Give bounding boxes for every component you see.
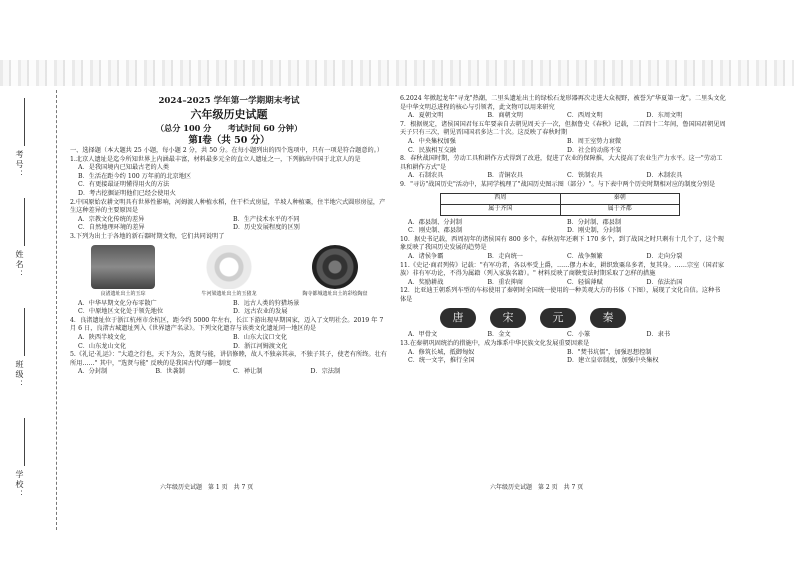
option[interactable]: D．宗法制 (310, 368, 341, 376)
option[interactable]: A．夏朝文明 (408, 112, 444, 120)
question-4-options (70, 334, 388, 351)
seal-char-yuan: 元 (540, 308, 576, 328)
option[interactable]: D．浙江河姆渡文化 (233, 342, 288, 350)
exam-year-title: 2024–2025 学年第一学期期末考试 (158, 96, 300, 106)
exam-subject-title: 六年级历史试题 (190, 108, 268, 121)
question-5-options (70, 368, 388, 377)
seal-char-qin: 秦 (590, 308, 626, 328)
option[interactable]: D．刚史制，分封制 (567, 227, 622, 235)
jade-dragon-image (199, 245, 259, 289)
option[interactable]: D．社会的动荡不安 (567, 146, 622, 154)
option[interactable]: D．建立皇帝制度，加强中央集权 (567, 357, 659, 365)
option[interactable]: C．有更接最证明懂得用火的方法 (78, 181, 170, 189)
question-8: 8．春秋战国时期，劳动工具和耕作方式得到了改进，促进了农业的保障推，大大提高了农业生产力水平。这一"劳动工具和耕作方式"是 (400, 155, 723, 171)
option[interactable]: A．中央集权加强 (408, 137, 456, 145)
option[interactable]: D．历史发展程度的区别 (233, 224, 300, 232)
caption: 陶寺都城遗址出土的彩绘陶盘 (302, 290, 368, 297)
class-label: 班级： (15, 360, 24, 390)
option[interactable]: B．生活在距今约 100 万年前的北京地区 (78, 172, 192, 180)
option[interactable]: C．西周文明 (567, 112, 603, 120)
option[interactable]: B．"焚书坑儒"，加强思想控制 (567, 348, 652, 356)
exam-number-label: 考号： (15, 150, 24, 180)
option[interactable]: A．修筑长城，抵御匈奴 (408, 348, 475, 356)
exam-number-line (24, 98, 25, 146)
question-4: 4．良渚遗址位于浙江杭州市余杭区，距今约 5000 年左右，长江下游出现早期国家，迈入了文明社会。2019 年 7 月 6 日，良渚古城遗址列入《世界遗产名录》。下列文化遗存与该类文化遗址同一地区的是 (70, 316, 384, 333)
name-label: 姓名： (15, 250, 24, 280)
school-line (24, 418, 25, 466)
binding-margin (0, 90, 62, 530)
question-10-options (400, 253, 726, 262)
question-10: 10．据史书记载，西周初年的诸侯国有 800 多个，春秋初年还剩下 170 多个，到了战国之时只剩有十几个了，这个现象反映了我国历史发展的趋势是 (400, 235, 724, 252)
artifact-jade-cong (78, 245, 168, 298)
option[interactable]: D．考古挖掘证明他们已经会使用火 (78, 189, 176, 197)
school-label: 学校： (15, 470, 24, 500)
question-3: 3.下列为出土于各地的新石器时期文物，它们共同说明了 (70, 232, 225, 240)
artifact-jade-dragon (184, 245, 274, 298)
table-cell: 属于齐国 (441, 204, 561, 215)
option[interactable]: D．走向分裂 (646, 252, 683, 260)
option[interactable]: C．禅让制 (233, 368, 263, 376)
question-9-table (440, 193, 680, 216)
option[interactable]: C．铁制农具 (567, 172, 603, 180)
table-header-cell: 西周 (441, 193, 561, 204)
table-header-cell: 秦朝 (560, 193, 680, 204)
question-8-options (400, 172, 726, 181)
option[interactable]: B．重农抑商 (487, 278, 523, 286)
option[interactable]: C．中原地区文化处于领先地位 (78, 308, 164, 316)
option[interactable]: D．东周文明 (646, 112, 683, 120)
option[interactable]: A．甲骨文 (408, 331, 438, 339)
option[interactable]: C．刚史制、郡县制 (408, 227, 463, 235)
page-1 (70, 95, 388, 377)
option[interactable]: A．郡县制、分封制 (408, 218, 462, 226)
option[interactable]: B．世袭制 (155, 368, 185, 376)
option[interactable]: B．远古人类的狩猎场景 (233, 299, 300, 307)
question-2-options (70, 216, 388, 233)
option[interactable]: A．陕西半坡文化 (78, 333, 126, 341)
option[interactable]: A．奖励耕战 (408, 278, 444, 286)
option[interactable]: B．商朝文明 (487, 112, 523, 120)
option[interactable]: D．隶书 (646, 331, 671, 339)
seal-char-tang: 唐 (440, 308, 476, 328)
question-13-options (400, 349, 726, 366)
class-line (24, 308, 25, 356)
seal-char-song: 宋 (490, 308, 526, 328)
name-line (24, 198, 25, 246)
question-13: 13.在秦朝巩固统治的措施中，成为维系中华民族文化发展重要因素是 (400, 340, 590, 348)
question-1: 1.北京人遗址是迄今所知世界上内涵最丰富，材料最多元全的直立人遗址之一，下列搞出中国于北京人的是 (70, 155, 361, 163)
option[interactable]: D．木制农具 (646, 172, 683, 180)
artifact-painted-plate (290, 245, 380, 298)
option[interactable]: D．依法治国 (646, 278, 683, 286)
question-2: 2.中国原始农耕文明具有世界性影响，河姆渡人种植水稻，住干栏式房屋，半坡人种植粟，住半地穴式圆形房屋，产生这种差异的主要原因是 (70, 198, 386, 215)
option[interactable]: C．自然地理环境的差异 (78, 224, 145, 232)
option[interactable]: C．民族相互交融 (408, 146, 457, 154)
option[interactable]: B．青铜农具 (487, 172, 523, 180)
page-1-footer: 六年级历史试题 第 1 页 共 7 页 (160, 484, 254, 491)
exam-score-time: （总分 100 分 考试时间 60 分钟） (155, 123, 303, 133)
painted-plate-image (312, 245, 358, 289)
question-5: 5.《礼记·礼运》："大道之行也，天下为公，选贤与能，讲信修睦，故人不独亲其亲，不独子其子，使老有所终。壮有所用……" 其中，"选贤与能" 反映的是我国古代的哪一制度 (70, 351, 387, 367)
artifact-images (70, 245, 388, 298)
caption: 牛河梁遗址出土的玉猪龙 (201, 290, 257, 297)
table-cell: 属于齐都 (560, 204, 680, 215)
question-7: 7．根据规定，诸侯国国君每五年要亲自去朝见周天子一次，但据鲁史《春秋》记载，二百四十二年间，鲁国国君朝见周天子只有三次，朝见晋国国君多达二十次。这反映了春秋时期 (400, 120, 726, 137)
question-3-options (70, 300, 388, 317)
binding-dashed-line (56, 90, 57, 530)
option[interactable]: B．金文 (487, 331, 511, 339)
question-11: 11.《史记·商君列传》记载："有军功者，各以率受上爵，……僇力本业，耕织致粟帛多者，复其身。……宗室（国君家族）非有军功论，不得为属籍（列入家族名籍）。" 材料反映了商鞅变法时期采取了怎样的措施 (400, 261, 725, 278)
page-2 (400, 95, 726, 366)
scan-artifact-band (0, 60, 794, 86)
option[interactable]: A．是我国境内已知最古老的人类 (78, 164, 170, 172)
seal-script-images (440, 308, 726, 328)
question-12: 12．比亚迪王朝系列车型的车标使用了秦朝时全国统一使用的一种美观大方的书体（下图），展现了文化自信。这种书体是 (400, 287, 721, 303)
option[interactable]: A．分封制 (78, 368, 108, 376)
question-1-options (70, 164, 388, 198)
option[interactable]: A．宗教文化传统的差异 (78, 215, 145, 223)
option[interactable]: B．周王室势力衰微 (567, 137, 622, 145)
option[interactable]: C．小篆 (567, 331, 591, 339)
option[interactable]: C．轻徭薄赋 (567, 278, 603, 286)
question-9-options (400, 219, 726, 236)
option[interactable]: C．统一文字，推行全国 (408, 357, 475, 365)
instruction: 一、选择题（本大题共 25 小题，每小题 2 分，共 50 分。在每小题列出的四个选项中，只有一项是符合题意的。） (70, 147, 384, 154)
option[interactable]: B．山东大汶口文化 (233, 333, 288, 341)
question-6-options (400, 112, 726, 121)
section-title: 第Ⅰ卷（共 50 分） (188, 135, 270, 146)
option[interactable]: B．分封制、郡县制 (567, 218, 622, 226)
option[interactable]: B．走向统一 (487, 252, 523, 260)
question-9: 9．"寻访"战国历史"活动中，某同学梳理了"战国历史图示图（部分）"。与下表中两个历史时期相对应的制度分别是 (400, 180, 716, 188)
page-2-footer: 六年级历史试题 第 2 页 共 7 页 (490, 484, 584, 491)
jade-cong-image (91, 245, 155, 289)
option[interactable]: C．战争频繁 (567, 252, 603, 260)
option[interactable]: C．山东龙山文化 (78, 342, 127, 350)
question-7-options (400, 138, 726, 155)
option[interactable]: A．诸侯争霸 (408, 252, 444, 260)
option[interactable]: A．中华早期文化分布零散广 (78, 299, 157, 307)
option[interactable]: B．生产技术水平的不同 (233, 215, 300, 223)
question-11-options (400, 279, 726, 288)
question-6: 6.2024 年掀起龙年"寻龙"热潮，二里头遗址出土的绿松石龙形器再次走进大众视野，被誉为"华夏第一龙"。二里头文化是中华文明总进程的核心与引领者，此文物可以用来研究 (400, 95, 726, 111)
option[interactable]: A．石制农具 (408, 172, 444, 180)
option[interactable]: D．远古农业的发展 (233, 308, 288, 316)
caption: 良渚遗址出土的玉琮 (100, 290, 146, 297)
question-12-options (400, 331, 726, 340)
